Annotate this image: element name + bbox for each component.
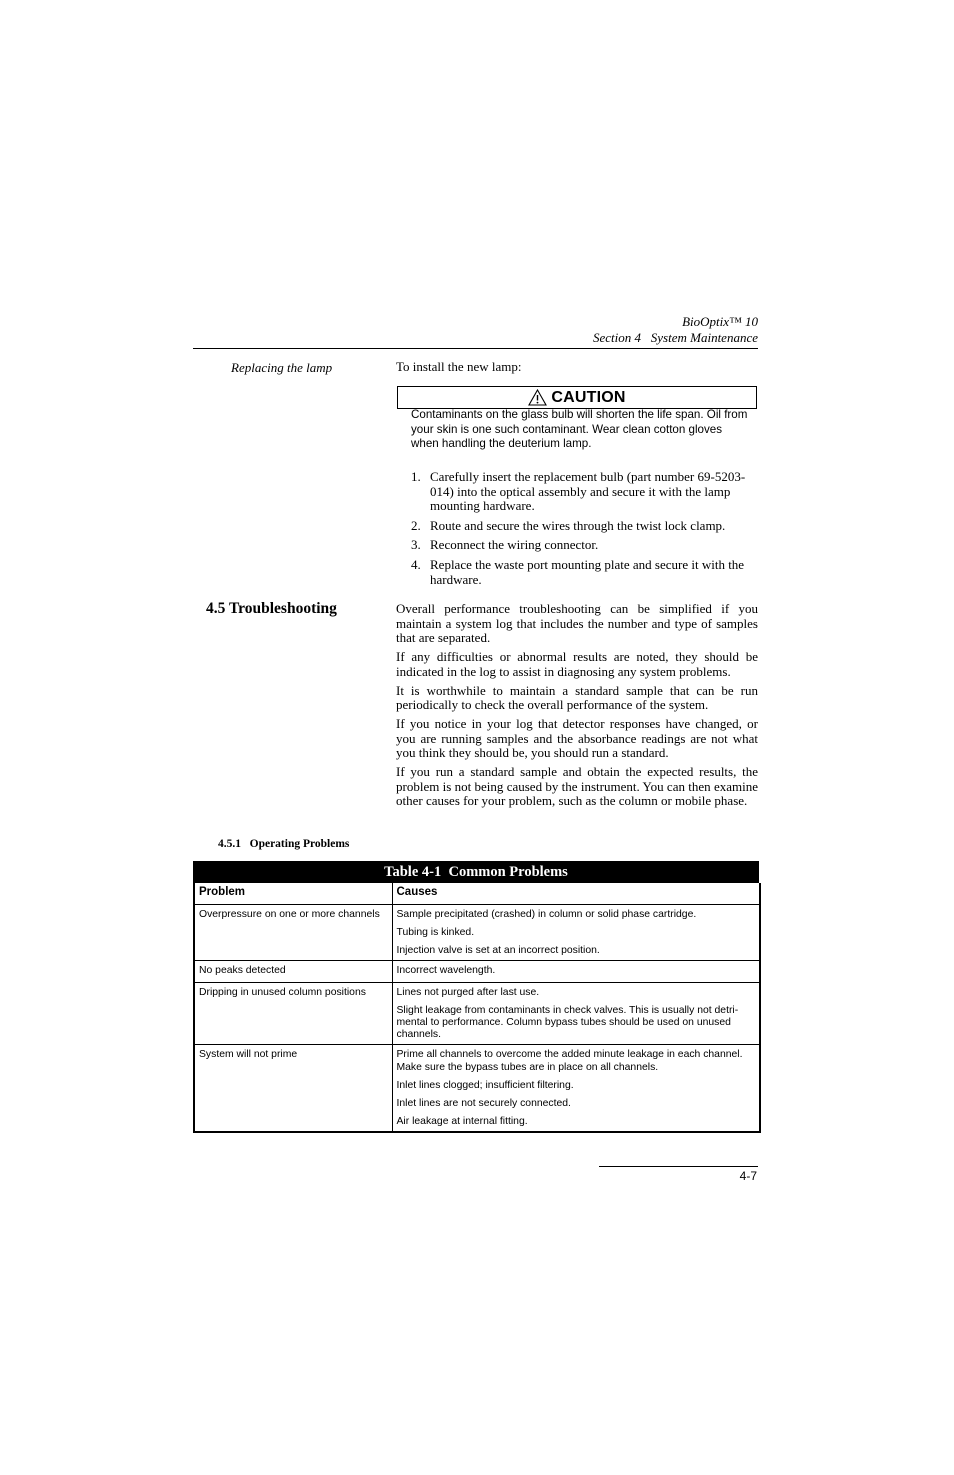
column-header-causes: Causes xyxy=(392,883,760,905)
page-number: 4-7 xyxy=(739,1169,757,1183)
list-item: 3. Reconnect the wiring connector. xyxy=(411,537,599,553)
header-product: BioOptix™ 10 xyxy=(682,314,758,329)
problem-cell: Dripping in unused column positions xyxy=(194,982,392,1045)
list-item: 4. Replace the waste port mounting plate and secure it with the hardware. xyxy=(411,556,745,587)
causes-cell xyxy=(392,961,760,982)
paragraph: Overall performance troubleshooting can be simplified if you maintain a system log that includes the number and type of samples that are separated. xyxy=(396,601,758,646)
problem-cell: No peaks detected xyxy=(194,961,392,982)
section-heading-troubleshooting: 4.5 Troubleshooting xyxy=(206,600,337,617)
cause-item: Inlet lines clogged; insufficient filtering. xyxy=(396,1079,574,1091)
cause-item: Slight leakage from contaminants in check valves. This is usually not detri-mental to performance. Column bypass tubes should be used on unused channels. xyxy=(396,1004,739,1041)
install-steps-list xyxy=(411,470,758,592)
cause-item: Inlet lines are not securely connected. xyxy=(396,1097,571,1109)
causes-cell xyxy=(392,982,760,1045)
troubleshooting-paragraphs xyxy=(396,602,758,813)
column-header-problem: Problem xyxy=(194,883,392,905)
cause-item: Lines not purged after last use. xyxy=(396,986,540,998)
table-row xyxy=(194,905,760,961)
list-item: 1. Carefully insert the replacement bulb (part number 69-5203-014) into the optical assembly and secure it with the lamp mounting hardware. xyxy=(411,469,746,514)
table-row xyxy=(194,1045,760,1132)
caution-box xyxy=(397,386,757,409)
header-rule xyxy=(193,348,758,349)
header-section: Section 4 System Maintenance xyxy=(593,330,758,345)
cause-item: Air leakage at internal fitting. xyxy=(396,1115,528,1127)
problem-cell: System will not prime xyxy=(194,1045,392,1132)
causes-cell xyxy=(392,1045,760,1132)
side-label-replacing-lamp: Replacing the lamp xyxy=(231,360,333,375)
cause-item: Prime all channels to overcome the added minute leakage in each channel. Make sure the bypass tubes are in place on all channels. xyxy=(396,1049,743,1073)
paragraph: If you notice in your log that detector responses have changed, or you are running samples and the absorbance readings are not what you think they should be, you should run a standard. xyxy=(396,716,758,761)
paragraph: It is worthwhile to maintain a standard sample that can be run periodically to check the overall performance of the system. xyxy=(396,682,758,713)
list-item: 2. Route and secure the wires through the twist lock clamp. xyxy=(411,517,726,533)
problems-table xyxy=(193,883,761,1133)
caution-text: Contaminants on the glass bulb will shorten the life span. Oil from your skin is one such contaminant. Wear clean cotton gloves when handling the deuterium lamp. xyxy=(411,408,748,451)
lamp-intro: To install the new lamp: xyxy=(396,359,522,374)
causes-cell xyxy=(392,905,760,961)
table-row xyxy=(194,961,760,982)
common-problems-table xyxy=(193,861,759,1133)
table-title: Table 4-1 Common Problems xyxy=(193,861,759,883)
cause-item: Sample precipitated (crashed) in column or solid phase cartridge. xyxy=(396,909,697,920)
warning-triangle-icon xyxy=(528,389,547,406)
footer-rule xyxy=(599,1166,758,1167)
cause-item: Tubing is kinked. xyxy=(396,926,475,938)
paragraph: If you run a standard sample and obtain the expected results, the problem is not being caused by the instrument. You can then examine other causes for your problem, such as the column or mobile phase. xyxy=(396,764,758,809)
running-header xyxy=(593,314,758,346)
subsection-heading-operating-problems: 4.5.1 Operating Problems xyxy=(218,838,350,850)
table-header-row xyxy=(194,883,760,905)
cause-item: Incorrect wavelength. xyxy=(396,965,496,977)
problem-cell: Overpressure on one or more channels xyxy=(194,905,392,961)
table-row xyxy=(194,982,760,1045)
paragraph: If any difficulties or abnormal results are noted, they should be indicated in the log to assist in diagnosing any system problems. xyxy=(396,649,758,679)
caution-title: CAUTION xyxy=(551,388,626,406)
cause-item: Injection valve is set at an incorrect position. xyxy=(396,944,600,956)
